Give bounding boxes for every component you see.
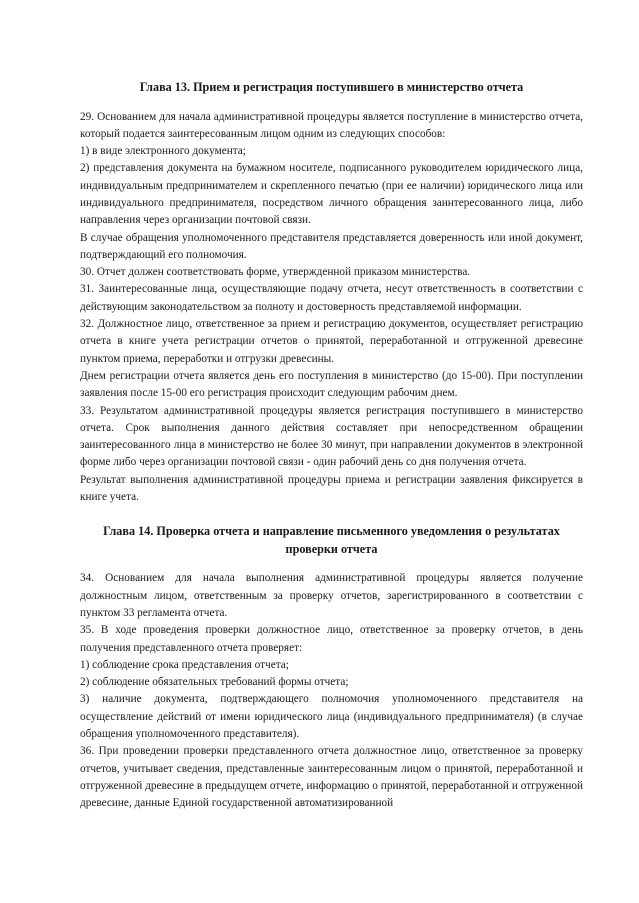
chapter-14	[80, 523, 583, 812]
paragraph-36: 36. При проведении проверки представленного отчета должностное лицо, ответственное за проверку отчетов, учитывает сведения, представленные заинтересованным лицом о принятой, переработанной и отгруженной древесине в предыдущем отчете, информацию о принятой, переработанной и отгруженной древесине, данные Единой государственной автоматизированной	[80, 745, 583, 810]
list-item-2: 2) представления документа на бумажном носителе, подписанного руководителем юридического лица, индивидуальным предпринимателем и скрепленного печатью (при ее наличии) юридического лица или индивидуального предпринимателя, посредством личного обращения заинтересованного лица, либо направления через организации почтовой связи.	[80, 162, 583, 227]
chapter-13-title: Глава 13. Прием и регистрация поступившего в министерство отчета	[139, 80, 524, 94]
list-item-1: 1) в виде электронного документа;	[80, 145, 246, 158]
check-item-1: 1) соблюдение срока представления отчета;	[80, 658, 289, 671]
paragraph-registration-day: Днем регистрации отчета является день его поступления в министерство (до 15-00). При поступлении заявления после 15-00 его регистрация происходит следующим рабочим днем.	[80, 369, 583, 400]
chapter-14-title: Глава 14. Проверка отчета и направление письменного уведомления о результатах проверки отчета	[103, 524, 560, 556]
paragraph-32: 32. Должностное лицо, ответственное за прием и регистрацию документов, осуществляет регистрацию отчета в книге учета регистрации отчетов о принятой, переработанной и отгруженной древесине пунктом приема, переработки и отгрузки древесины.	[80, 318, 583, 365]
paragraph-31: 31. Заинтересованные лица, осуществляющие подачу отчета, несут ответственность в соответствии с действующим законодательством за полноту и достоверность представляемой информации.	[80, 283, 583, 313]
paragraph-30: 30. Отчет должен соответствовать форме, утвержденной приказом министерства.	[80, 266, 471, 279]
paragraph-35: 35. В ходе проведения проверки должностное лицо, ответственное за проверку отчетов, в день получения представленного отчета проверяет:	[80, 624, 583, 654]
paragraph-34: 34. Основанием для начала выполнения административной процедуры является получение должностным лицом, ответственным за проверку отчетов, зарегистрированного в соответствии с пунктом 33 регламента отчета.	[80, 572, 583, 619]
paragraph-representative: В случае обращения уполномоченного представителя представляется доверенность или иной документ, подтверждающий его полномочия.	[80, 231, 583, 261]
chapter-13	[80, 79, 583, 506]
check-item-2: 2) соблюдение обязательных требований формы отчета;	[80, 676, 349, 689]
document-page	[80, 0, 583, 812]
check-item-3: 3) наличие документа, подтверждающего полномочия уполномоченного представителя на осуществление действий от имени юридического лица (индивидуального предпринимателя) (в случае обращения уполномоченного представителя).	[80, 693, 583, 740]
paragraph-33: 33. Результатом административной процедуры является регистрация поступившего в министерство отчета. Срок выполнения данного действия составляет при непосредственном обращении заинтересованного лица в министерство не более 30 минут, при направлении документов в электронной форме либо через организации почтовой связи - один рабочий день со дня получения отчета.	[80, 404, 583, 469]
paragraph-29: 29. Основанием для начала административной процедуры является поступление в министерство отчета, который подается заинтересованным лицом одним из следующих способов:	[80, 110, 583, 140]
paragraph-result: Результат выполнения административной процедуры приема и регистрации заявления фиксируется в книге учета.	[80, 473, 583, 504]
